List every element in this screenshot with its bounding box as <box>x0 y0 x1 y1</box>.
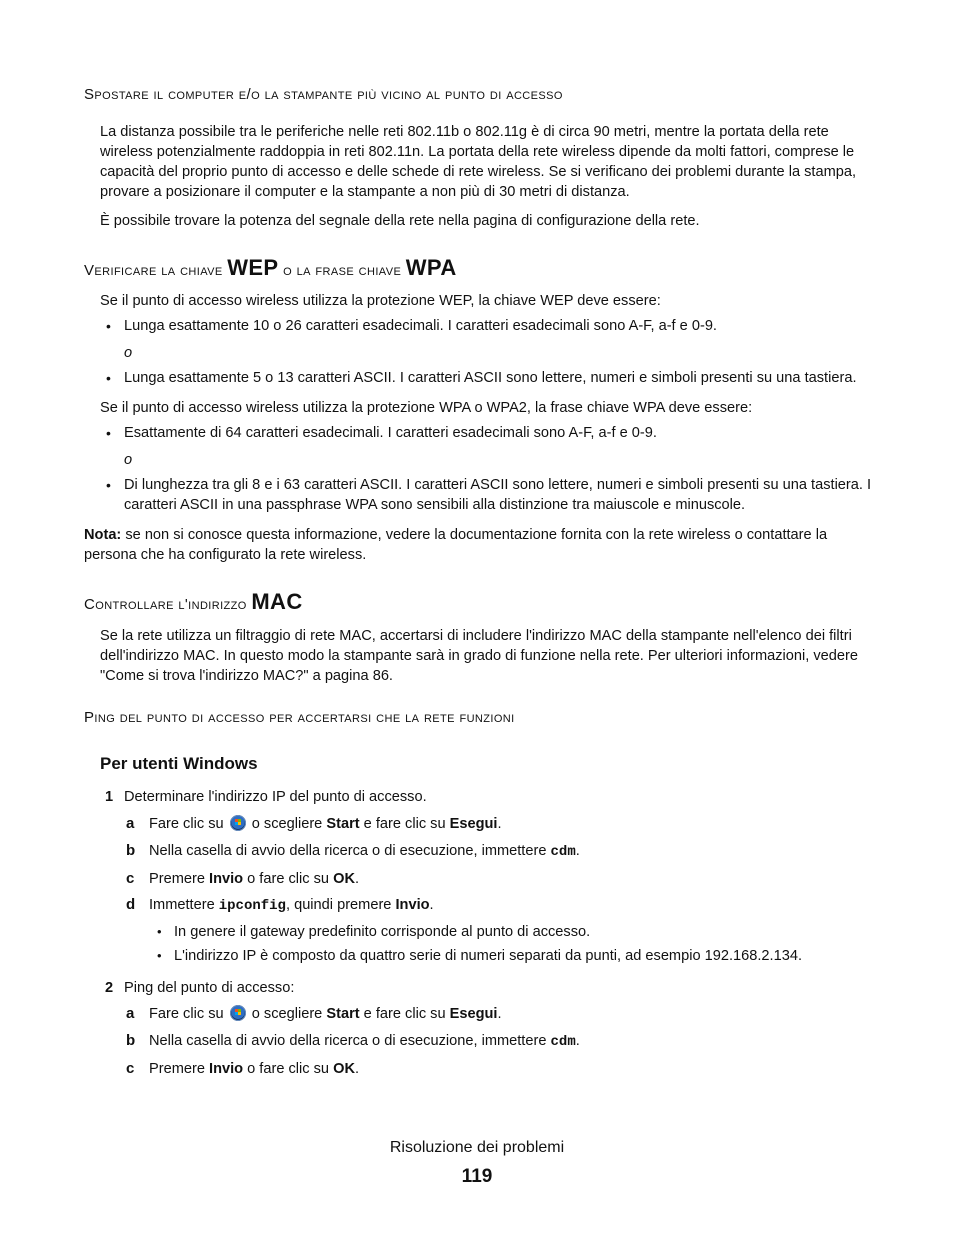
heading-part: Verificare la chiave <box>84 262 228 279</box>
substep-letter: b <box>126 842 136 859</box>
heading-mac: MAC <box>251 589 303 614</box>
paragraph-distance: La distanza possibile tra le periferiche nelle reti 802.11b o 802.11g è di circa 90 metri, mentre la portata della rete wireless potenzialmente raddoppia in reti 802.11n. La portata della rete wireless dipende da molti fattori, comprese le capacità del proprio punto di accesso e delle schede di rete wireless. Se si verificano dei problemi durante la stampa, provare a posizionare il computer e la stampante a non più di 30 metri di distanza. <box>100 124 857 200</box>
or-separator: o <box>124 345 133 361</box>
bullet-icon: • <box>106 425 111 441</box>
ok-label: OK <box>333 1061 355 1077</box>
substep-2b <box>149 1031 580 1052</box>
list-item-ip-format: L'indirizzo IP è composto da quattro serie di numeri separati da punti, ad esempio 192.168.2.134. <box>174 948 803 964</box>
text: . <box>497 1006 502 1022</box>
text: Premere <box>149 871 210 887</box>
heading-text: Ping del punto di accesso per accertarsi che la rete funzioni <box>84 709 515 726</box>
list-item-wep-hex: Lunga esattamente 10 o 26 caratteri esadecimali. I caratteri esadecimali sono A-F, a-f e 0-9. <box>124 318 717 334</box>
heading-wep: WEP <box>227 255 279 280</box>
enter-label: Invio <box>209 871 244 887</box>
paragraph-wep-intro: Se il punto di accesso wireless utilizza la protezione WEP, la chiave WEP deve essere: <box>100 293 661 309</box>
paragraph-mac-filter: Se la rete utilizza un filtraggio di rete MAC, accertarsi di includere l'indirizzo MAC della stampante nell'elenco dei filtri dell'indirizzo MAC. In questo modo la stampante sarà in grado di funzione nella rete. Per ulteriori informazioni, vedere "Come si trova l'indirizzo MAC?" a pagina 86. <box>100 628 858 684</box>
command-code: cdm <box>550 844 576 860</box>
command-code: ipconfig <box>218 898 286 914</box>
substep-letter: a <box>126 1005 135 1022</box>
bullet-icon: • <box>106 318 111 334</box>
text: Nella casella di avvio della ricerca o di esecuzione, immettere <box>149 1033 551 1049</box>
text: Immettere <box>149 897 219 913</box>
substep-1d <box>149 895 434 916</box>
text: Fare clic su <box>149 816 228 832</box>
note-block <box>84 525 874 565</box>
command-code: cdm <box>550 1034 576 1050</box>
step-2-text: Ping del punto di accesso: <box>124 980 295 996</box>
heading-text: Spostare il computer e/o la stampante più vicino al punto di accesso <box>84 86 563 103</box>
note-label: Nota: <box>84 527 122 543</box>
start-label: Start <box>326 1006 360 1022</box>
bullet-icon: • <box>157 948 162 963</box>
text: e fare clic su <box>359 816 450 832</box>
substep-2c <box>149 1059 359 1079</box>
text: o fare clic su <box>243 1061 334 1077</box>
list-item-wep-ascii: Lunga esattamente 5 o 13 caratteri ASCII. I caratteri ASCII sono lettere, numeri e simboli presenti su una tastiera. <box>124 370 857 386</box>
substep-letter: c <box>126 870 135 887</box>
text: Nella casella di avvio della ricerca o di esecuzione, immettere <box>149 843 551 859</box>
footer-chapter-title: Risoluzione dei problemi <box>389 1139 565 1156</box>
windows-start-orb-icon <box>230 815 246 831</box>
or-separator: o <box>124 452 133 468</box>
text: . <box>575 843 580 859</box>
substep-1c <box>149 869 359 889</box>
substep-1a <box>149 814 502 834</box>
step-number: 2 <box>105 980 114 996</box>
substep-letter: d <box>126 896 136 913</box>
substep-letter: c <box>126 1060 135 1077</box>
text: . <box>355 1061 360 1077</box>
heading-wpa: WPA <box>405 255 457 280</box>
text: . <box>497 816 502 832</box>
section-heading-check-mac <box>84 589 303 615</box>
note-text: se non si conosce questa informazione, vedere la documentazione fornita con la rete wireless o contattare la persona che ha configurato la rete wireless. <box>84 527 828 563</box>
section-heading-verify-key <box>84 255 457 281</box>
step-1-text: Determinare l'indirizzo IP del punto di accesso. <box>124 789 427 805</box>
substep-1b <box>149 841 580 862</box>
enter-label: Invio <box>209 1061 244 1077</box>
paragraph-wpa-intro: Se il punto di accesso wireless utilizza la protezione WPA o WPA2, la frase chiave WPA deve essere: <box>100 400 753 416</box>
text: Premere <box>149 1061 210 1077</box>
section-heading-move-computer <box>84 86 563 103</box>
heading-part: o la frase chiave <box>278 262 406 279</box>
substep-letter: a <box>126 815 135 832</box>
list-item-wpa-hex: Esattamente di 64 caratteri esadecimali. I caratteri esadecimali sono A-F, a-f e 0-9. <box>124 425 657 441</box>
text: , quindi premere <box>285 897 396 913</box>
substep-2a <box>149 1004 502 1024</box>
start-label: Start <box>326 816 360 832</box>
paragraph-signal-strength: È possibile trovare la potenza del segnale della rete nella pagina di configurazione della rete. <box>100 213 700 229</box>
text: o fare clic su <box>243 871 334 887</box>
bullet-icon: • <box>106 370 111 386</box>
enter-label: Invio <box>395 897 430 913</box>
step-number: 1 <box>105 789 114 805</box>
text: Fare clic su <box>149 1006 228 1022</box>
text: . <box>355 871 360 887</box>
substep-letter: b <box>126 1032 136 1049</box>
subheading-windows-users: Per utenti Windows <box>100 754 258 773</box>
bullet-icon: • <box>106 477 111 493</box>
heading-part: Controllare l'indirizzo <box>84 596 252 613</box>
bullet-icon: • <box>157 924 162 939</box>
run-label: Esegui <box>449 816 498 832</box>
ok-label: OK <box>333 871 355 887</box>
section-heading-ping <box>84 709 515 726</box>
page-number: 119 <box>461 1166 493 1187</box>
list-item-gateway: In genere il gateway predefinito corrisponde al punto di accesso. <box>174 924 591 940</box>
run-label: Esegui <box>449 1006 498 1022</box>
text: o scegliere <box>247 1006 327 1022</box>
windows-start-orb-icon <box>230 1005 246 1021</box>
list-item-wpa-ascii: Di lunghezza tra gli 8 e i 63 caratteri ASCII. I caratteri ASCII sono lettere, numeri e simboli presenti su una tastiera. I caratteri ASCII in una passphrase WPA sono sensibili alla distinzione tra maiuscole e minuscole. <box>124 477 872 513</box>
text: . <box>429 897 434 913</box>
text: o scegliere <box>247 816 327 832</box>
text: e fare clic su <box>359 1006 450 1022</box>
text: . <box>575 1033 580 1049</box>
